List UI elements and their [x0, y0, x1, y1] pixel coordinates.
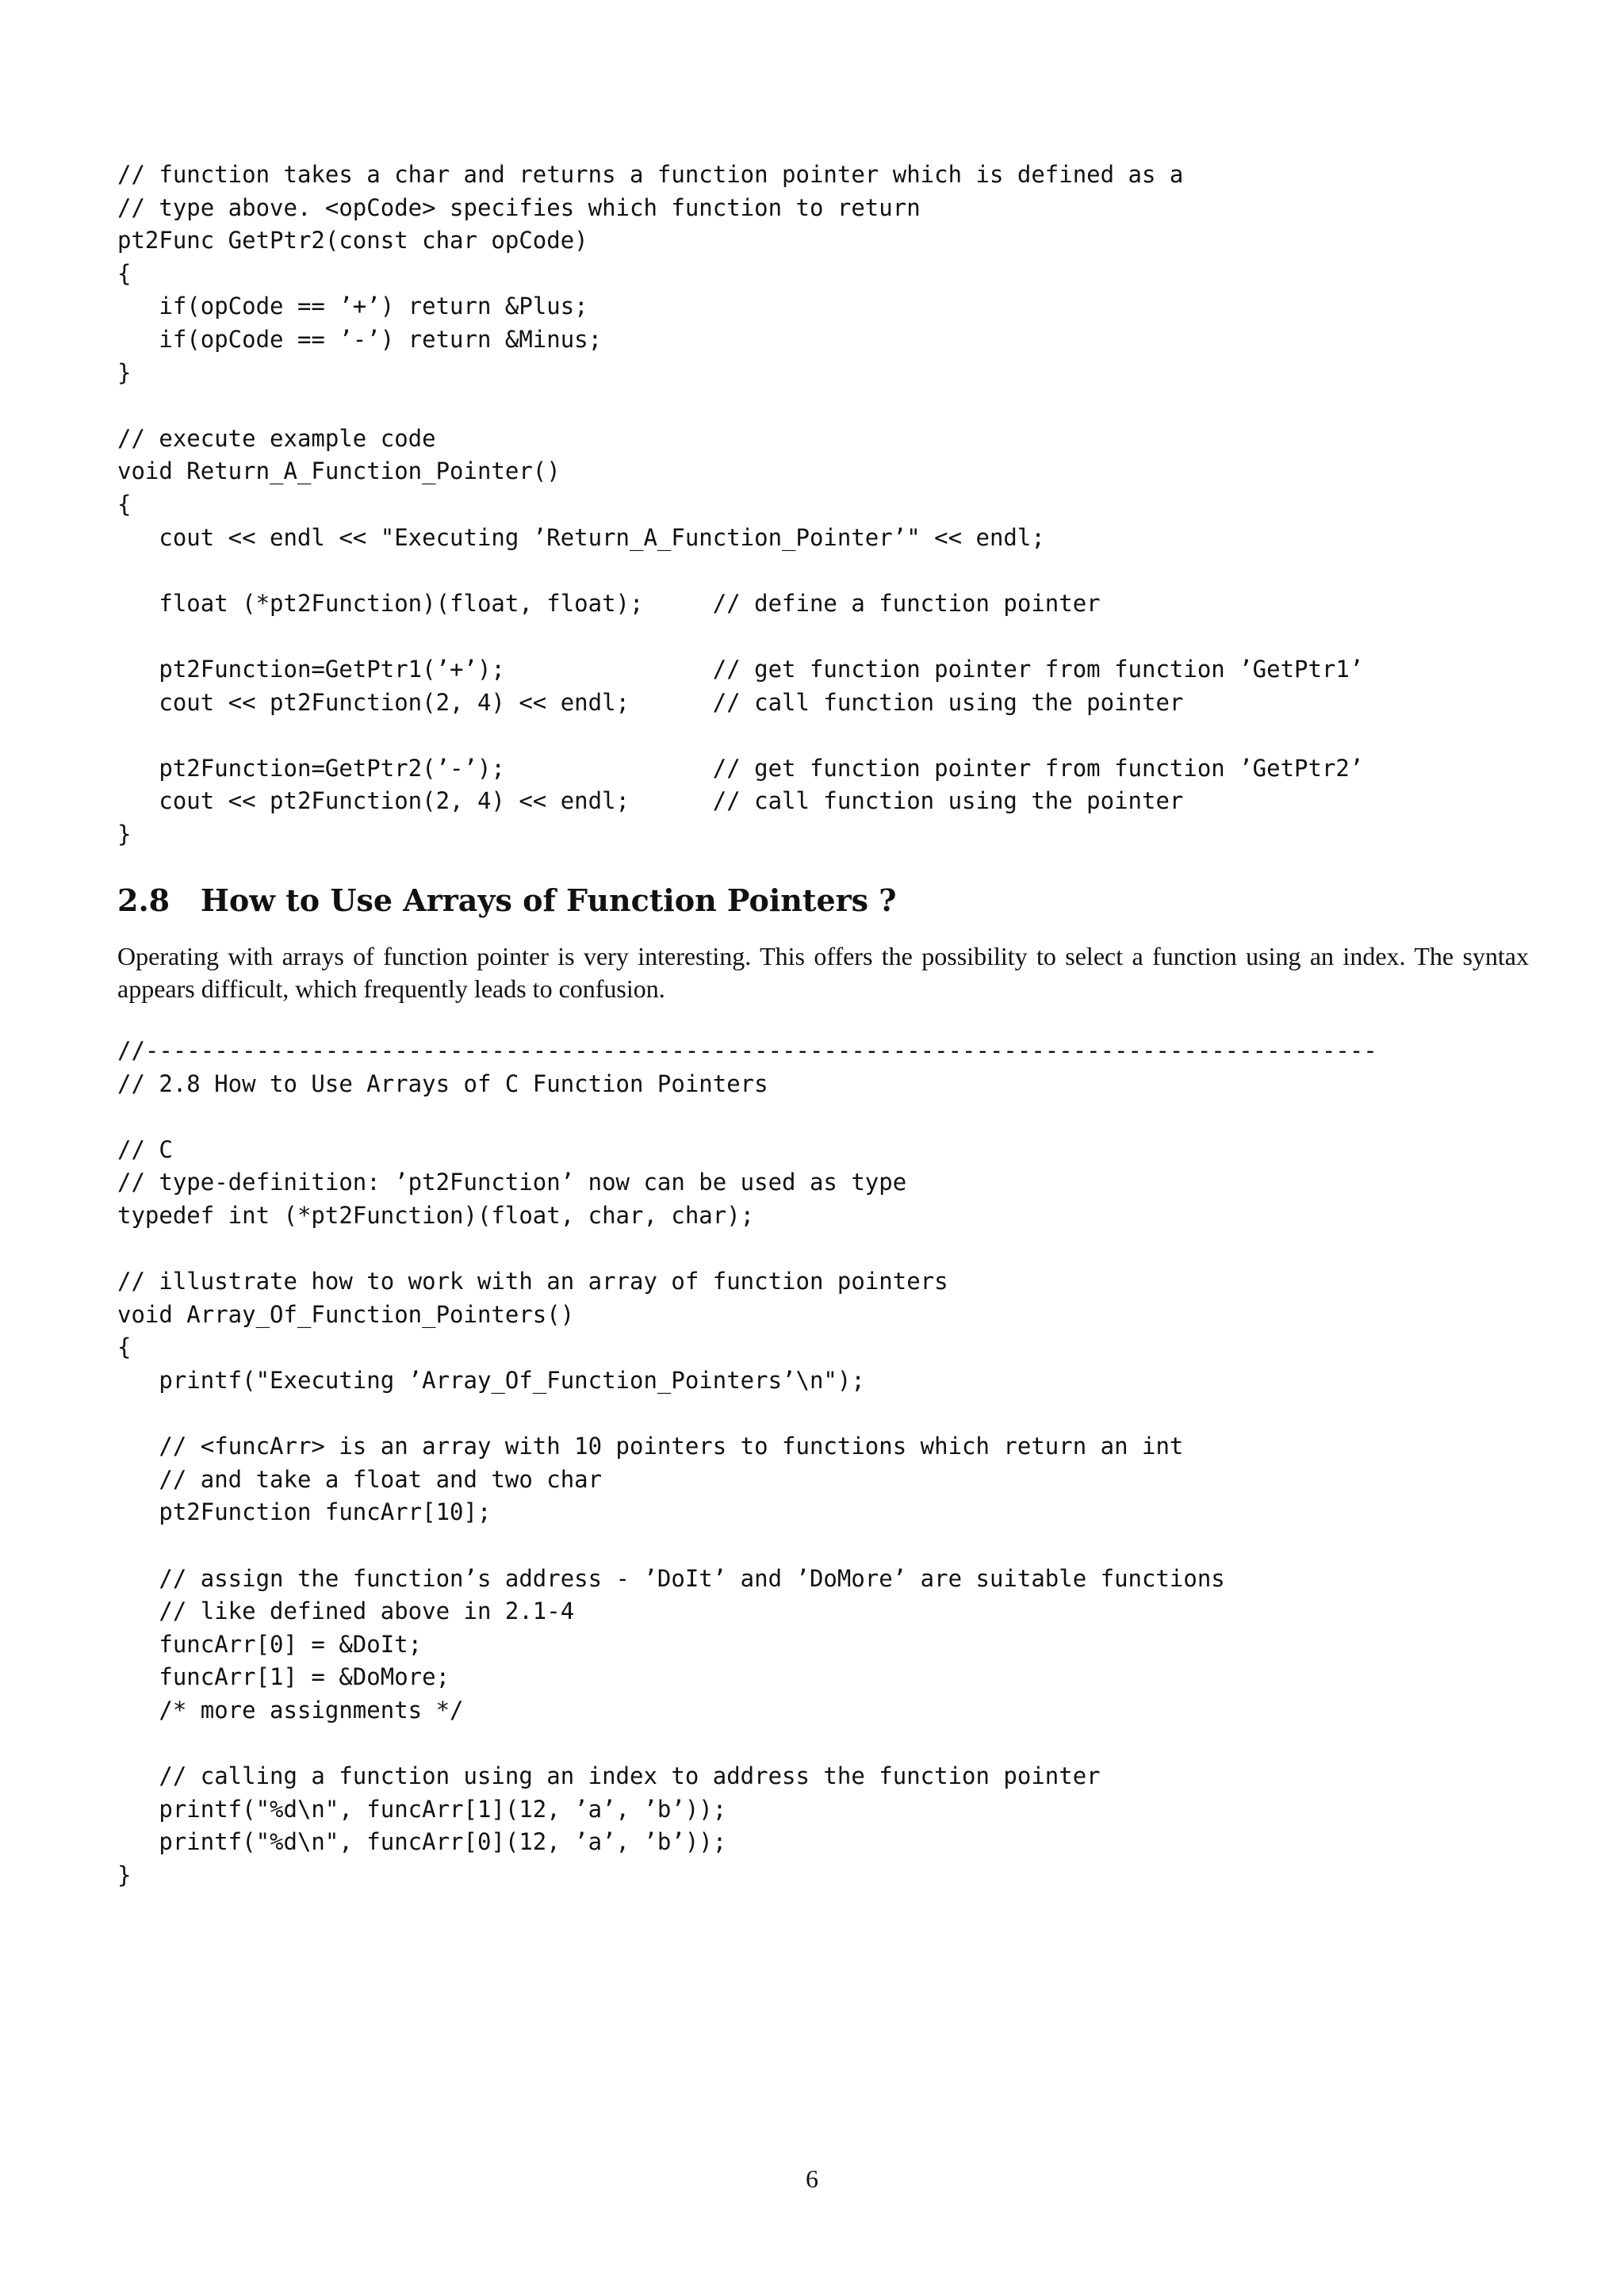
code-line: // function takes a char and returns a function pointer which is defined as a	[117, 161, 1184, 188]
code-line: cout << endl << "Executing ’Return_A_Function_Pointer’" << endl;	[117, 523, 1045, 551]
code-line: // <funcArr> is an array with 10 pointers to functions which return an int	[117, 1433, 1184, 1460]
code-line: if(opCode == ’-’) return &Minus;	[117, 325, 603, 353]
code-line: }	[117, 358, 132, 386]
code-line	[117, 1727, 1377, 1760]
code-line: // type above. <opCode> specifies which function to return	[117, 193, 921, 221]
code-line: printf("Executing ’Array_Of_Function_Pointers’\n");	[117, 1366, 865, 1394]
code-line	[117, 554, 1363, 587]
code-line: funcArr[1] = &DoMore;	[117, 1663, 450, 1691]
code-line: {	[117, 1334, 132, 1361]
code-line	[117, 719, 1363, 752]
code-line: funcArr[0] = &DoIt;	[117, 1630, 423, 1658]
code-line: printf("%d\n", funcArr[1](12, ’a’, ’b’));	[117, 1795, 727, 1823]
code-line	[117, 1398, 1377, 1431]
code-line: }	[117, 1861, 132, 1888]
body-paragraph: Operating with arrays of function pointer is very interesting. This offers the possibility to select a function using an index. The syntax appears difficult, which frequently leads to confusion.	[117, 942, 1529, 1003]
code-line: if(opCode == ’+’) return &Plus;	[117, 293, 588, 320]
code-line: void Return_A_Function_Pointer()	[117, 457, 561, 485]
code-line: printf("%d\n", funcArr[0](12, ’a’, ’b’));	[117, 1828, 727, 1856]
code-line: // illustrate how to work with an array of function pointers	[117, 1268, 948, 1295]
code-line: {	[117, 490, 132, 518]
code-line: // assign the function’s address - ’DoIt’ and ’DoMore’ are suitable functions	[117, 1564, 1225, 1592]
code-line: pt2Func GetPtr2(const char opCode)	[117, 227, 588, 254]
code-line: typedef int (*pt2Function)(float, char, char);	[117, 1201, 755, 1229]
code-line	[117, 620, 1363, 653]
code-line: // type-definition: ’pt2Function’ now can be used as type	[117, 1169, 907, 1196]
code-line: // calling a function using an index to address the function pointer	[117, 1762, 1101, 1790]
code-line: // C	[117, 1135, 173, 1163]
page-number: 6	[806, 2164, 818, 2193]
code-line	[117, 389, 1363, 423]
code-line: cout << pt2Function(2, 4) << endl; // call function using the pointer	[117, 688, 1184, 716]
code-line: }	[117, 820, 132, 848]
code-block-return-function-pointer	[117, 159, 1363, 851]
code-line: pt2Function=GetPtr1(’+’); // get function pointer from function ’GetPtr1’	[117, 655, 1364, 683]
code-line: /* more assignments */	[117, 1696, 464, 1724]
code-line: cout << pt2Function(2, 4) << endl; // call function using the pointer	[117, 787, 1184, 815]
code-line: pt2Function=GetPtr2(’-’); // get function pointer from function ’GetPtr2’	[117, 754, 1364, 782]
section-title: How to Use Arrays of Function Pointers ?	[201, 882, 897, 918]
section-heading	[117, 880, 897, 921]
section-number: 2.8	[117, 882, 170, 918]
code-line: {	[117, 259, 132, 287]
code-block-array-of-function-pointers	[117, 1035, 1377, 1892]
code-line	[117, 1529, 1377, 1563]
code-line: // and take a float and two char	[117, 1465, 603, 1493]
code-line: // like defined above in 2.1-4	[117, 1598, 575, 1625]
code-line: pt2Function funcArr[10];	[117, 1498, 492, 1526]
code-line: void Array_Of_Function_Pointers()	[117, 1300, 575, 1328]
code-line: float (*pt2Function)(float, float); // define a function pointer	[117, 589, 1101, 617]
code-line	[117, 1100, 1377, 1134]
code-line: //-----------------------------------------------------------------------------------------	[117, 1037, 1377, 1064]
code-line: // 2.8 How to Use Arrays of C Function Pointers	[117, 1070, 768, 1097]
code-line	[117, 1233, 1377, 1266]
code-line: // execute example code	[117, 424, 436, 452]
